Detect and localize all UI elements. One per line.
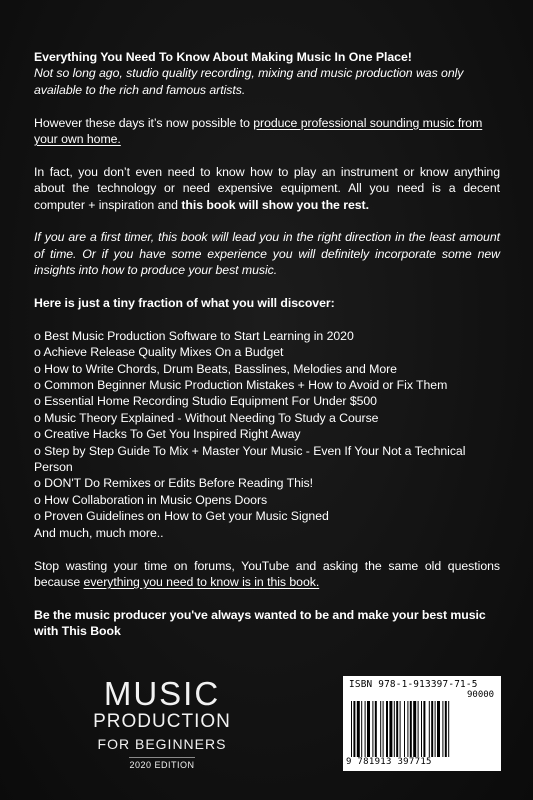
list-item: o Achieve Release Quality Mixes On a Budget (34, 345, 284, 360)
logo-music: MUSIC (103, 675, 221, 712)
list-item: o Common Beginner Music Production Mistakes + How to Avoid or Fix Them (34, 378, 448, 393)
home-production-paragraph (34, 115, 500, 148)
isbn-barcode (343, 676, 501, 771)
stop-wasting-text: Stop wasting your time on forums, YouTube and asking the same old questions because (34, 558, 500, 589)
home-production-underlined: produce professional sounding music from your own home. (34, 115, 483, 147)
logo-for-beginners: FOR BEGINNERS (97, 736, 227, 752)
list-footer: And much, much more.. (34, 525, 164, 540)
no-instrument-paragraph (34, 164, 500, 213)
closing-line: Be the music producer you've always wanted to be and make your best music with This Book (34, 607, 486, 639)
list-item: o Proven Guidelines on How to Get your Music Signed (34, 509, 329, 524)
list-item: o How to Write Chords, Drum Beats, Basslines, Melodies and More (34, 361, 397, 376)
discover-list (34, 328, 500, 541)
first-timer-paragraph: If you are a first timer, this book will lead you in the right direction in the least amount of time. Or if you have some experience you will definitely incorporate some new insights into how to produce your best music. (34, 230, 500, 278)
list-heading: Here is just a tiny fraction of what you will discover: (34, 296, 335, 311)
stop-wasting-paragraph (34, 558, 500, 591)
list-item: o Music Theory Explained - Without Needing To Study a Course (34, 410, 379, 425)
list-item: o DON'T Do Remixes or Edits Before Reading This! (34, 476, 314, 491)
book-logo (72, 675, 252, 785)
price-code: 90000 (467, 690, 495, 700)
barcode-number: 9 781913 397715 (346, 757, 432, 767)
list-item: o Essential Home Recording Studio Equipment For Under $500 (34, 394, 377, 409)
blurb (34, 49, 500, 640)
intro-paragraph: Not so long ago, studio quality recording, mixing and music production was only available to the rich and famous artists. (34, 66, 464, 97)
logo-production: PRODUCTION (93, 711, 231, 732)
blurb-heading: Everything You Need To Know About Making Music In One Place! (34, 50, 412, 64)
stop-wasting-underlined: everything you need to know is in this book. (83, 574, 320, 589)
isbn-label: ISBN 978-1-913397-71-5 (349, 679, 478, 690)
list-item: o Creative Hacks To Get You Inspired Right Away (34, 427, 301, 442)
no-instrument-bold: this book will show you the rest. (181, 197, 369, 212)
logo-edition: 2020 EDITION (129, 757, 194, 771)
no-instrument-text: In fact, you don’t even need to know how to play an instrument or know anything about the technology or need expensive equipment. All you need is a decent computer + inspiration and (34, 164, 500, 212)
list-item: o How Collaboration in Music Opens Doors (34, 492, 268, 507)
list-item: o Best Music Production Software to Start Learning in 2020 (34, 328, 354, 343)
home-production-text: However these days it’s now possible to (34, 115, 254, 130)
barcode-bars-icon (351, 701, 493, 757)
list-item: o Step by Step Guide To Mix + Master Your Music - Even If Your Not a Technical Person (34, 443, 466, 475)
